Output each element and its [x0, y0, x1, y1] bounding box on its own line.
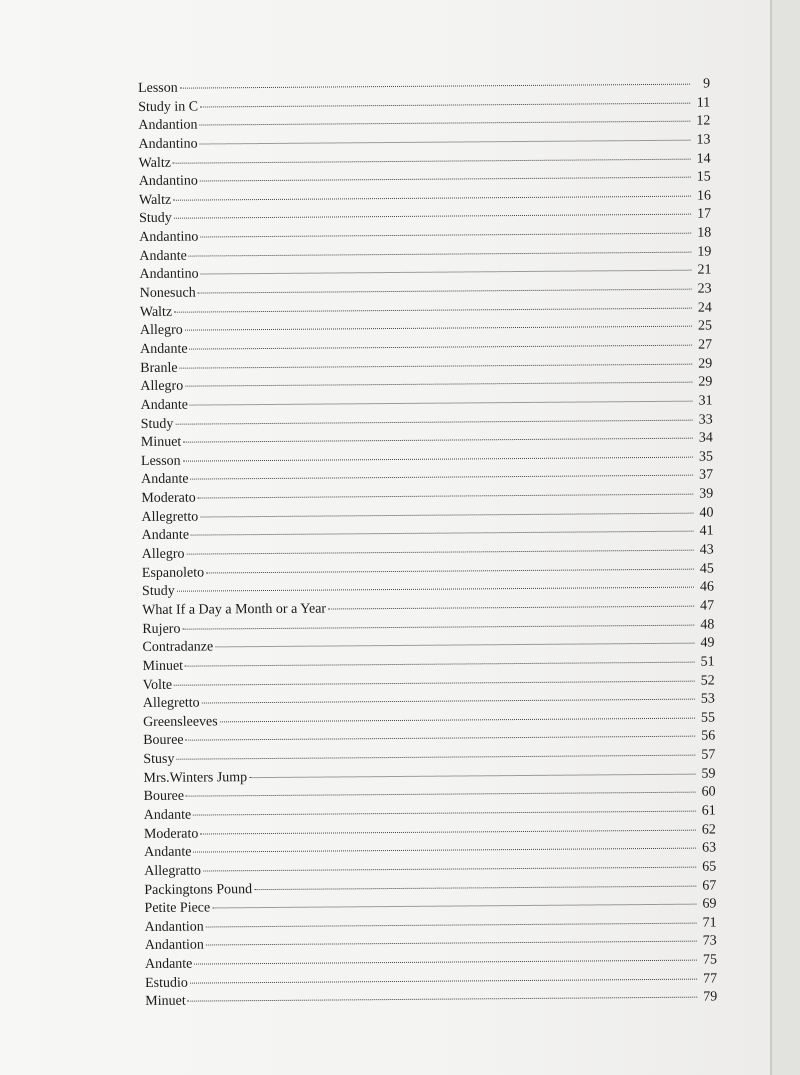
toc-entry-title: Volte [142, 677, 173, 693]
toc-entry-page-number: 73 [702, 933, 717, 950]
dot-leader [198, 289, 692, 294]
toc-entry-title: Allegro [139, 322, 183, 339]
toc-entry-page-number: 41 [699, 523, 714, 539]
toc-entry-title: Bouree [143, 733, 184, 749]
page-edge-line [770, 0, 772, 1075]
dot-leader [191, 531, 694, 536]
dot-leader [183, 438, 693, 443]
dot-leader [220, 717, 695, 722]
toc-entry-title: Contradanze [142, 639, 214, 656]
dot-leader [188, 997, 698, 1002]
dot-leader [186, 736, 696, 741]
toc-entry-page-number: 12 [696, 113, 711, 129]
toc-entry-page-number: 14 [696, 151, 711, 167]
toc-entry-page-number: 18 [697, 225, 712, 241]
dot-leader [190, 401, 693, 406]
dot-leader [200, 140, 691, 145]
toc-entry-title: Bouree [143, 789, 185, 805]
dot-leader [189, 251, 692, 256]
dot-leader [206, 941, 697, 946]
toc-entry-page-number: 21 [697, 262, 712, 279]
toc-entry-title: Andante [143, 807, 192, 823]
dot-leader [180, 363, 693, 368]
toc-entry-page-number: 35 [698, 449, 714, 465]
toc-entry-page-number: 57 [701, 747, 716, 763]
dot-leader [194, 960, 697, 965]
toc-entry-title: Andante [144, 956, 193, 973]
dot-leader [174, 214, 691, 219]
toc-entry-page-number: 47 [700, 598, 715, 614]
toc-entry-title: Moderato [143, 826, 199, 842]
table-of-contents [138, 76, 717, 1012]
toc-entry-page-number: 15 [696, 169, 711, 185]
toc-entry-page-number: 13 [696, 132, 711, 148]
toc-entry-title: Minuet [145, 994, 186, 1010]
toc-entry-title: Minuet [140, 434, 182, 451]
dot-leader [185, 382, 692, 387]
toc-entry-title: Andantino [138, 136, 198, 152]
toc-entry-page-number: 69 [702, 896, 717, 912]
toc-entry-page-number: 29 [698, 374, 713, 390]
toc-entry-title: Petite Piece [144, 900, 211, 917]
toc-entry-page-number: 77 [703, 971, 718, 987]
dot-leader [200, 233, 691, 238]
dot-leader [203, 867, 696, 872]
toc-entry-title: Packingtons Pound [144, 881, 253, 898]
dot-leader [186, 550, 693, 555]
toc-entry-title: Andante [141, 472, 189, 488]
toc-entry-page-number: 45 [699, 561, 714, 577]
toc-entry-page-number: 31 [698, 393, 713, 409]
toc-entry-title: Greensleeves [142, 714, 218, 730]
dot-leader [173, 196, 691, 201]
toc-entry-title: Rujero [142, 621, 181, 637]
dot-leader [194, 848, 697, 853]
toc-entry-title: Allegretto [142, 695, 200, 712]
dot-leader [182, 624, 694, 629]
dot-leader [254, 885, 696, 889]
dot-leader [175, 419, 692, 424]
toc-entry-title: Andante [140, 341, 188, 357]
dot-leader [191, 475, 694, 480]
dot-leader [206, 922, 697, 927]
dot-leader [200, 102, 690, 107]
toc-entry-title: Espanoleto [141, 565, 205, 581]
toc-entry-page-number: 61 [701, 803, 716, 819]
dot-leader [212, 904, 696, 909]
toc-entry-title: Estudio [145, 975, 188, 991]
toc-entry-title: Allegratto [144, 863, 202, 879]
toc-entry-title: Andantion [144, 937, 204, 954]
dot-leader [328, 606, 694, 610]
toc-entry-title: Stusy [143, 751, 175, 768]
toc-entry-page-number: 55 [700, 710, 716, 726]
toc-entry-title: Mrs.Winters Jump [143, 769, 248, 786]
dot-leader [200, 512, 693, 517]
toc-entry-page-number: 46 [699, 579, 715, 595]
dot-leader [200, 177, 691, 182]
toc-entry-title: Allegro [140, 378, 184, 395]
toc-entry-page-number: 59 [701, 766, 716, 782]
toc-entry-title: Branle [140, 360, 178, 376]
toc-entry-page-number: 79 [703, 989, 718, 1005]
toc-entry-title: Allegretto [141, 509, 199, 525]
toc-entry-page-number: 65 [702, 859, 717, 875]
toc-entry-page-number: 75 [702, 952, 717, 968]
toc-entry-page-number: 40 [699, 505, 714, 521]
toc-entry-page-number: 67 [702, 878, 717, 894]
toc-entry-page-number: 49 [700, 635, 715, 651]
toc-entry-page-number: 60 [701, 784, 716, 800]
toc-entry-title: Allegro [141, 546, 185, 563]
dot-leader [202, 699, 695, 704]
toc-entry-title: Lesson [138, 80, 178, 96]
toc-entry-page-number: 9 [702, 76, 711, 92]
toc-entry-page-number: 16 [696, 188, 711, 204]
toc-entry-title: Moderato [141, 490, 196, 507]
toc-entry-title: What If a Day a Month or a Year [142, 601, 327, 618]
toc-entry-title: Andante [141, 527, 190, 544]
toc-entry-page-number: 53 [700, 691, 715, 707]
toc-entry-title: Andantino [138, 173, 198, 190]
dot-leader [193, 811, 696, 816]
toc-entry [145, 989, 717, 1012]
toc-entry-page-number: 56 [701, 728, 716, 745]
toc-entry-page-number: 17 [697, 206, 712, 223]
toc-entry-page-number: 63 [701, 840, 717, 856]
dot-leader [176, 755, 695, 760]
toc-entry-title: Andante [139, 248, 187, 264]
dot-leader [198, 494, 694, 499]
dot-leader [186, 792, 696, 797]
toc-entry-page-number: 19 [697, 244, 712, 260]
dot-leader [199, 121, 690, 126]
toc-entry-title: Andantino [139, 266, 199, 283]
toc-entry-title: Andantion [138, 117, 198, 134]
page-edge-shadow [772, 0, 800, 1075]
dot-leader [200, 829, 696, 834]
dot-leader [174, 307, 692, 312]
toc-entry-page-number: 27 [698, 337, 713, 353]
toc-entry-title: Andante [140, 397, 189, 413]
dot-leader [190, 345, 693, 350]
toc-entry-page-number: 11 [696, 95, 711, 111]
dot-leader [183, 456, 693, 461]
dot-leader [190, 978, 697, 983]
toc-entry-page-number: 51 [700, 654, 715, 670]
toc-entry-page-number: 33 [698, 412, 713, 428]
toc-entry-page-number: 71 [702, 915, 717, 931]
dot-leader [206, 568, 694, 573]
dot-leader [180, 84, 690, 89]
toc-entry-title: Study [140, 416, 174, 432]
toc-entry-title: Waltz [138, 192, 172, 208]
toc-entry-title: Lesson [140, 453, 181, 469]
dot-leader [173, 158, 691, 163]
toc-entry-page-number: 48 [700, 617, 715, 633]
toc-entry-page-number: 25 [697, 318, 713, 334]
dot-leader [177, 587, 694, 592]
toc-entry-page-number: 34 [698, 430, 713, 446]
toc-entry-title: Andante [144, 844, 192, 861]
toc-entry-title: Nonesuch [139, 285, 196, 302]
toc-entry-title: Study [141, 584, 175, 600]
toc-entry-title: Waltz [138, 155, 172, 171]
dot-leader [215, 643, 694, 648]
toc-entry-page-number: 23 [697, 281, 712, 297]
dot-leader [174, 680, 695, 685]
toc-entry-page-number: 24 [697, 300, 712, 316]
toc-entry-title: Andantion [144, 919, 204, 935]
toc-entry-page-number: 62 [701, 822, 716, 838]
toc-entry-page-number: 52 [700, 672, 715, 689]
toc-entry-title: Study in C [138, 99, 199, 115]
dot-leader [185, 326, 692, 331]
toc-entry-page-number: 43 [699, 542, 714, 558]
dot-leader [249, 773, 695, 778]
dot-leader [185, 662, 695, 667]
dot-leader [201, 270, 692, 275]
toc-entry-title: Study [139, 211, 172, 227]
toc-entry-title: Andantino [139, 229, 199, 246]
toc-entry-page-number: 39 [699, 486, 714, 502]
toc-entry-title: Waltz [139, 304, 173, 320]
toc-entry-page-number: 37 [699, 467, 714, 484]
toc-entry-title: Minuet [142, 658, 184, 674]
toc-entry-page-number: 29 [698, 356, 713, 372]
